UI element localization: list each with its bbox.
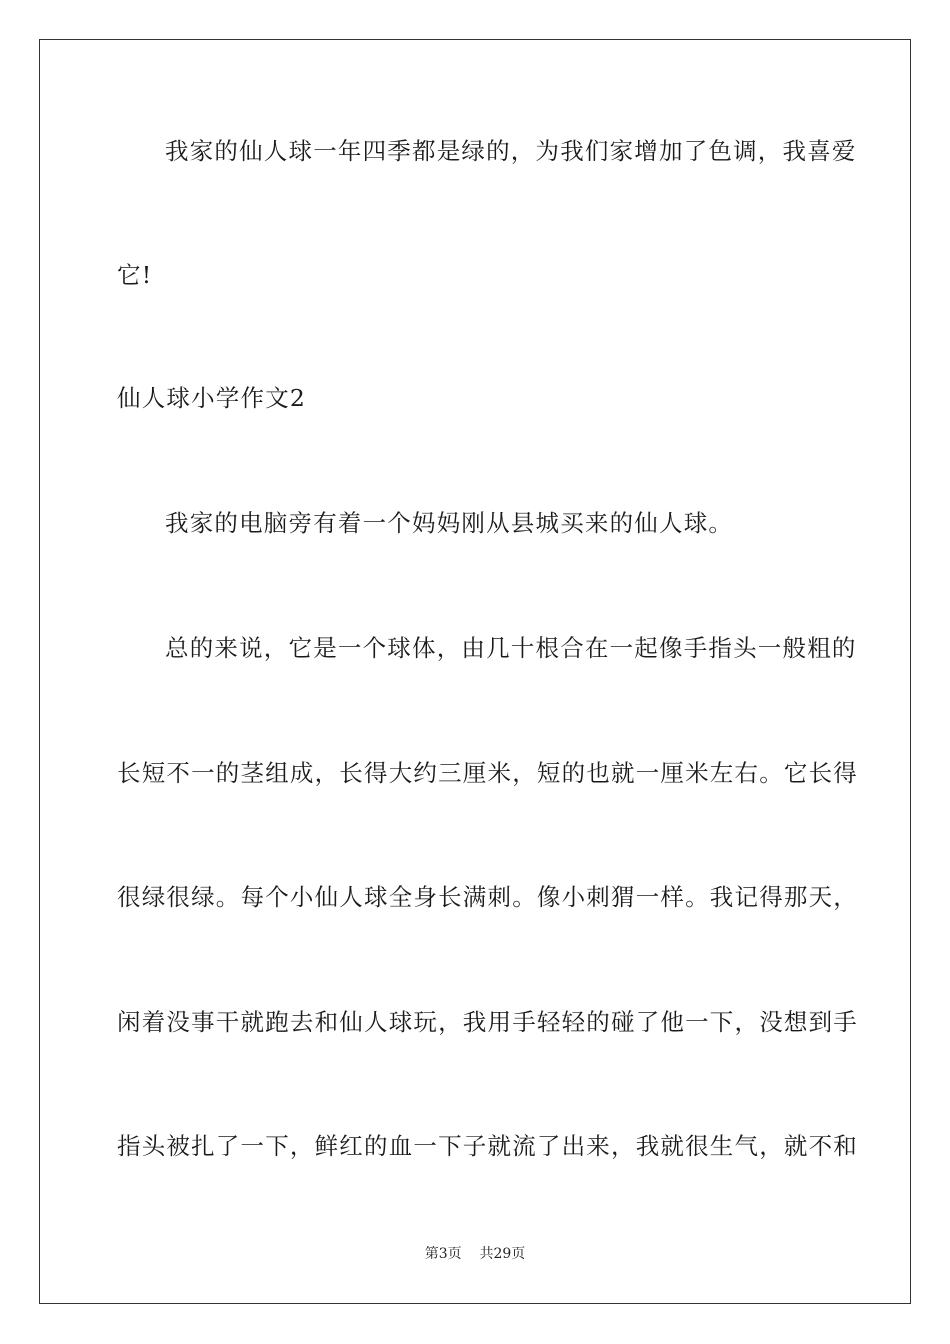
paragraph-line: 闲着没事干就跑去和仙人球玩，我用手轻轻的碰了他一下，没想到手 [117,1008,858,1036]
paragraph-line: 它! [117,261,153,289]
paragraph-line: 很绿很绿。每个小仙人球全身长满刺。像小刺猬一样。我记得那天， [117,883,858,911]
paragraph-line: 长短不一的茎组成，长得大约三厘米，短的也就一厘米左右。它长得 [117,759,858,787]
paragraph-line: 总的来说，它是一个球体，由几十根合在一起像手指头一般粗的 [165,634,857,662]
paragraph-line: 我家的电脑旁有着一个妈妈刚从县城买来的仙人球。 [165,509,734,537]
page-footer [0,1244,950,1264]
paragraph-line: 我家的仙人球一年四季都是绿的，为我们家增加了色调，我喜爱 [165,137,857,165]
page-total: 共29页 [479,1246,526,1262]
page-number: 第3页 [424,1246,462,1262]
page-border [39,39,911,1304]
section-heading: 仙人球小学作文2 [117,384,307,412]
paragraph-line: 指头被扎了一下，鲜红的血一下子就流了出来，我就很生气，就不和 [117,1132,858,1160]
